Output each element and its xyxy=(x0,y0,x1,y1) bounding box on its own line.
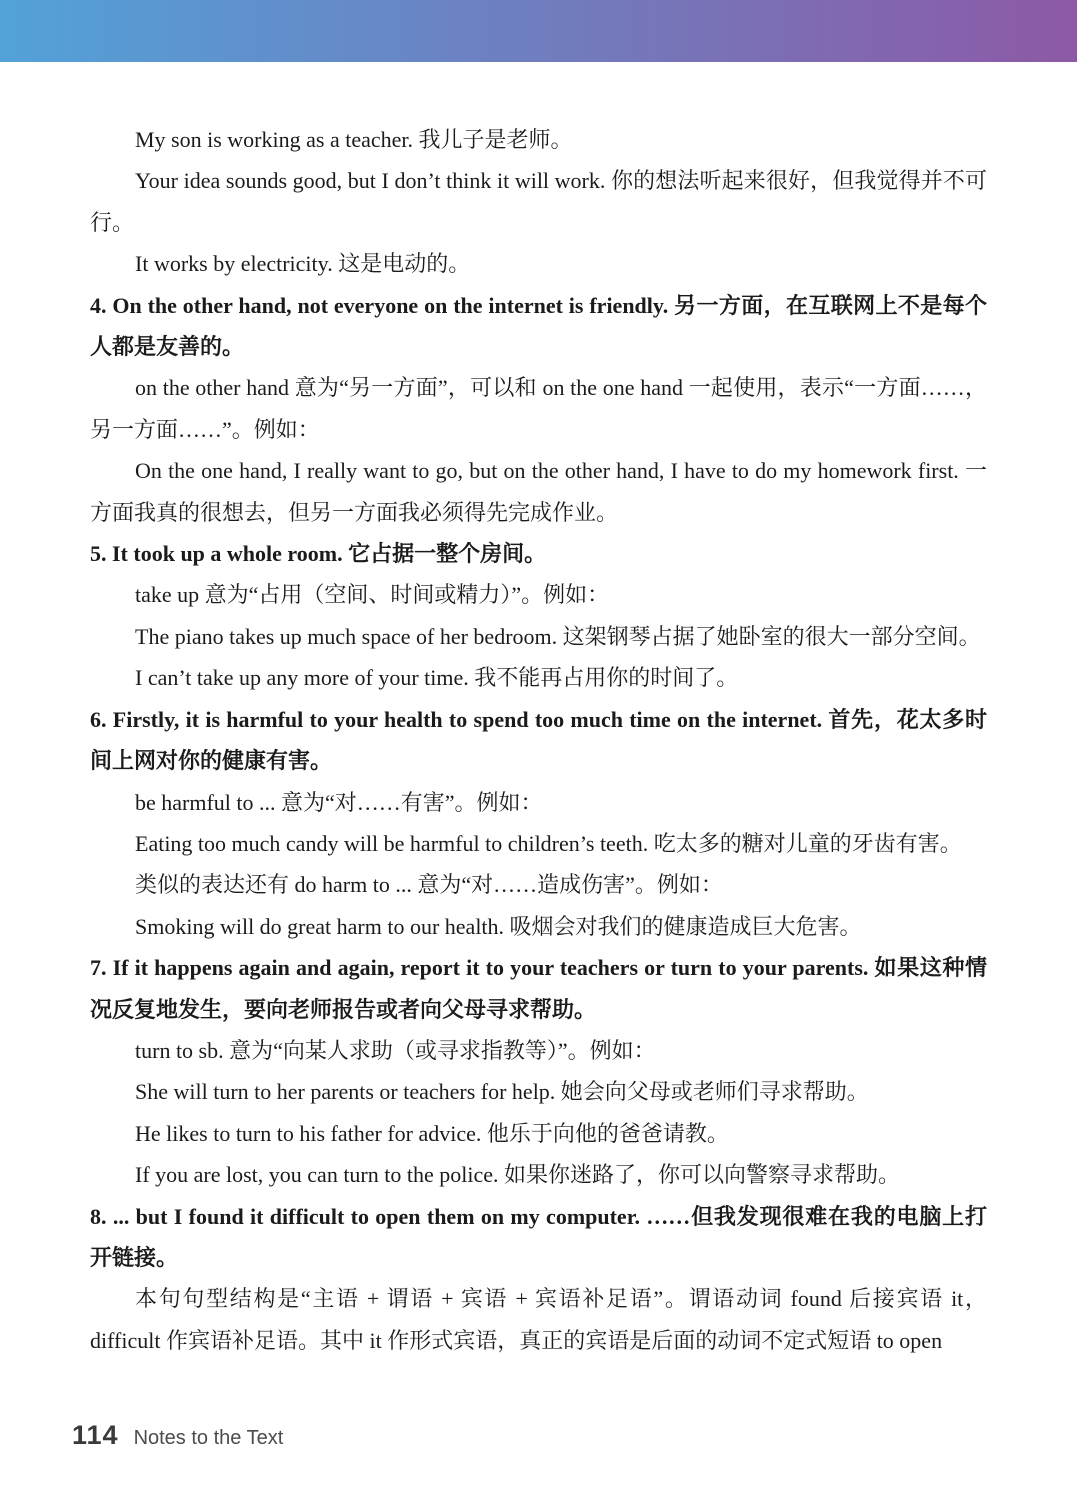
example-sentence: If you are lost, you can turn to the police. 如果你迷路了，你可以向警察寻求帮助。 xyxy=(135,1162,901,1188)
example-sentence: On the one hand, I really want to go, but on the other hand, I have to do my homework first. 一方面我真的很想去，但另一方面我必须得先完成作业。 xyxy=(90,458,987,525)
note-heading-5: 5. It took up a whole room. 它占据一整个房间。 xyxy=(90,541,547,567)
header-gradient-bar xyxy=(0,0,1077,62)
note-heading-4: 4. On the other hand, not everyone on the internet is friendly. 另一方面，在互联网上不是每个人都是友善的。 xyxy=(90,292,987,360)
example-sentence: Your idea sounds good, but I don’t think it will work. 你的想法听起来很好，但我觉得并不可行。 xyxy=(90,168,987,235)
note-heading-6: 6. Firstly, it is harmful to your health to spend too much time on the internet. 首先，花太多时间上网对你的健康有害。 xyxy=(90,706,987,774)
example-sentence: He likes to turn to his father for advice. 他乐于向他的爸爸请教。 xyxy=(135,1120,729,1146)
note-heading-7: 7. If it happens again and again, report it to your teachers or turn to your parents. 如果这种情况反复地发生，要向老师报告或者向父母寻求帮助。 xyxy=(90,955,987,1022)
note-explanation: turn to sb. 意为“向某人求助（或寻求指教等）”。例如： xyxy=(135,1037,656,1063)
notes-content xyxy=(0,62,1077,1361)
note-explanation: 类似的表达还有 do harm to ... 意为“对……造成伤害”。例如： xyxy=(135,872,723,898)
note-explanation: be harmful to ... 意为“对……有害”。例如： xyxy=(135,789,543,815)
page-number: 114 xyxy=(72,1420,119,1450)
note-heading-8: 8. ... but I found it difficult to open them on my computer. ……但我发现很难在我的电脑上打开链接。 xyxy=(90,1203,987,1270)
note-explanation: take up 意为“占用（空间、时间或精力）”。例如： xyxy=(135,582,610,608)
example-sentence: My son is working as a teacher. 我儿子是老师。 xyxy=(135,127,573,152)
note-explanation: 本句句型结构是“主语 + 谓语 + 宾语 + 宾语补足语”。谓语动词 found 后接宾语 it，difficult 作宾语补足语。其中 it 作形式宾语，真正的宾语是后面的动词不定式短语 to open xyxy=(90,1286,987,1353)
example-sentence: It works by electricity. 这是电动的。 xyxy=(135,251,471,277)
example-sentence: She will turn to her parents or teachers for help. 她会向父母或老师们寻求帮助。 xyxy=(135,1079,869,1105)
page-footer xyxy=(72,1420,283,1451)
footer-section-title: Notes to the Text xyxy=(133,1427,284,1449)
example-sentence: I can’t take up any more of your time. 我不能再占用你的时间了。 xyxy=(135,665,739,691)
example-sentence: The piano takes up much space of her bedroom. 这架钢琴占据了她卧室的很大一部分空间。 xyxy=(135,623,981,649)
note-explanation: on the other hand 意为“另一方面”，可以和 on the one hand 一起使用，表示“一方面……，另一方面……”。例如： xyxy=(90,375,987,442)
example-sentence: Smoking will do great harm to our health. 吸烟会对我们的健康造成巨大危害。 xyxy=(135,913,862,939)
example-sentence: Eating too much candy will be harmful to children’s teeth. 吃太多的糖对儿童的牙齿有害。 xyxy=(135,830,962,856)
